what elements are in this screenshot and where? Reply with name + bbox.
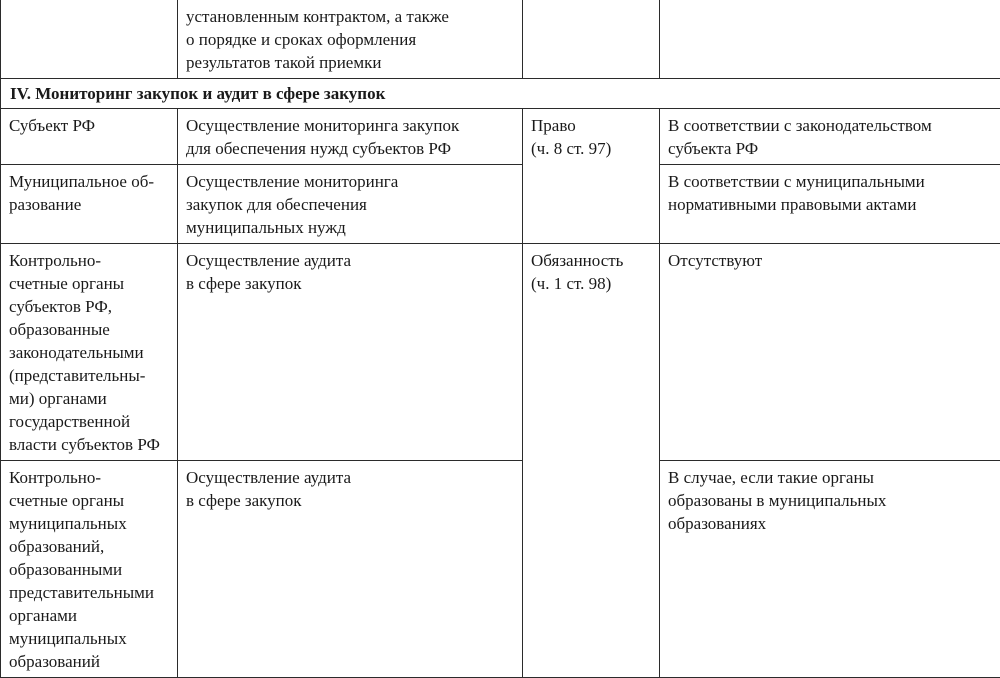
activity-cell: Осуществление аудита в сфере закупок: [178, 244, 523, 461]
basis-cell: Отсутствуют: [660, 244, 1000, 461]
status-cell: Обязанность (ч. 1 ст. 98): [523, 244, 660, 678]
section-row: [1, 79, 1000, 109]
activity-cell: Осуществление аудита в сфере закупок: [178, 461, 523, 678]
table-cell: [660, 0, 1000, 79]
activity-cell: Осуществление мониторинга закупок для обеспечения муниципальных нужд: [178, 165, 523, 244]
table-row: [1, 0, 1000, 79]
table-row: [1, 244, 1000, 461]
table-row: [1, 461, 1000, 678]
table-cell: [523, 0, 660, 79]
basis-cell: В случае, если такие органы образованы в муниципальных образованиях: [660, 461, 1000, 678]
section-heading: IV. Мониторинг закупок и аудит в сфере закупок: [1, 79, 1000, 109]
table-row: [1, 109, 1000, 165]
table-cell: [1, 0, 178, 79]
subject-cell: Субъект РФ: [1, 109, 178, 165]
status-cell: Право (ч. 8 ст. 97): [523, 109, 660, 244]
table-row: [1, 165, 1000, 244]
subject-cell: Контрольно- счетные органы муниципальных образований, образованными представительными органами муниципальных образований: [1, 461, 178, 678]
basis-cell: В соответствии с муниципальными нормативными правовыми актами: [660, 165, 1000, 244]
subject-cell: Муниципальное об- разование: [1, 165, 178, 244]
basis-cell: В соответствии с законодательством субъекта РФ: [660, 109, 1000, 165]
subject-cell: Контрольно- счетные органы субъектов РФ, образованные законодательными (представительны- ми) органами государственной власти субъектов РФ: [1, 244, 178, 461]
activity-cell: Осуществление мониторинга закупок для обеспечения нужд субъектов РФ: [178, 109, 523, 165]
table-cell: установленным контрактом, а также о порядке и сроках оформления результатов такой приемки: [178, 0, 523, 79]
